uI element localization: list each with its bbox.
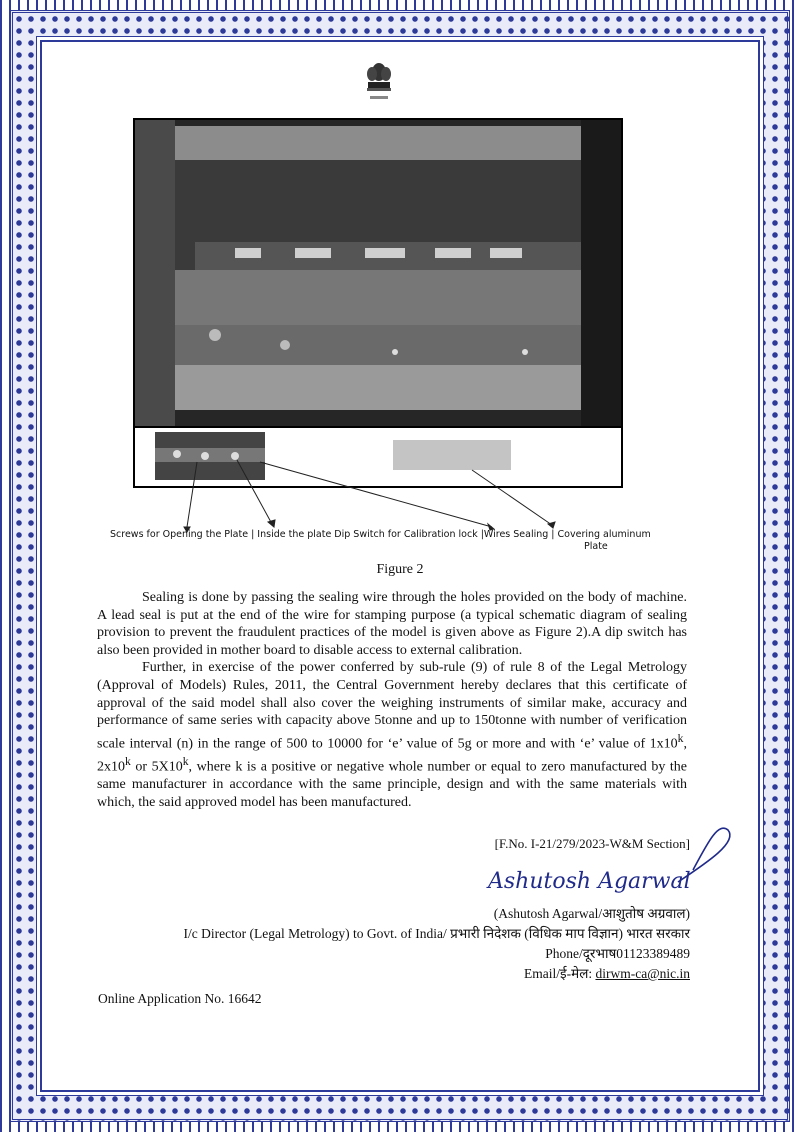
- file-number: [F.No. I-21/279/2023-W&M Section]: [494, 836, 690, 851]
- online-application-number: Online Application No. 16642: [98, 991, 262, 1006]
- signature-image: [478, 822, 748, 902]
- caption-label-text: Screws for Opening the Plate | Inside the plate Dip Switch for Calibration lock |Wires Sealing | Covering aluminum: [110, 529, 651, 540]
- signatory-phone: Phone/दूरभाष01123389489: [545, 946, 690, 961]
- callout-arrows: [0, 0, 800, 560]
- exponent-k: k: [125, 755, 131, 768]
- paragraph-sealing: Sealing is done by passing the sealing wire through the holes provided on the body of machine. A lead seal is put at the end of the wire for stamping purpose (a typical schematic diagram of sealing provision to prevent the fraudulent practices of the model is given above as Figure 2).A dip switch has also been provided in mother board to disable access to external calibration.: [97, 590, 687, 658]
- email-label: Email/ई-मेल:: [524, 966, 596, 981]
- figure-title: Figure 2: [376, 562, 424, 577]
- exponent-k: k: [677, 731, 684, 745]
- email-link[interactable]: dirwm-ca@nic.in: [595, 966, 690, 981]
- signatory-email-line: [184, 964, 690, 984]
- certificate-body: [97, 589, 687, 811]
- signatory-designation: I/c Director (Legal Metrology) to Govt. of India/ प्रभारी निदेशक (विधिक माप विज्ञान) भारत सरकार: [183, 926, 690, 941]
- caption-label-text-line2: Plate: [584, 541, 608, 552]
- paragraph-declaration: Further, in exercise of the power conferred by sub-rule (9) of rule 8 of the Legal Metrology (Approval of Models) Rules, 2011, the Central Government hereby declares that this certificate of approval of the said model shall also cover the weighing instruments of similar make, accuracy and performance of same series with capacity above 5tonne and up to 150tonne with number of verification scale interval (n) in the range of 500 to 10000 for ‘e’ value of 5g or more and with ‘e’ value of 1x10$^k$, 2x10$^k$ or 5X10$^k$, where k is a positive or negative whole number or equal to zero manufactured by the same manufacturer in accordance with the same principle, design and with the same materials with which, the said approved model has been manufactured.: [97, 660, 687, 810]
- signatory-name: (Ashutosh Agarwal/आशुतोष अग्रवाल): [493, 906, 690, 921]
- figure-caption-labels: [110, 529, 670, 552]
- svg-text:Ashutosh Agarwal: Ashutosh Agarwal: [488, 869, 691, 894]
- exponent-k: k: [182, 755, 189, 768]
- signatory-block: [184, 904, 690, 984]
